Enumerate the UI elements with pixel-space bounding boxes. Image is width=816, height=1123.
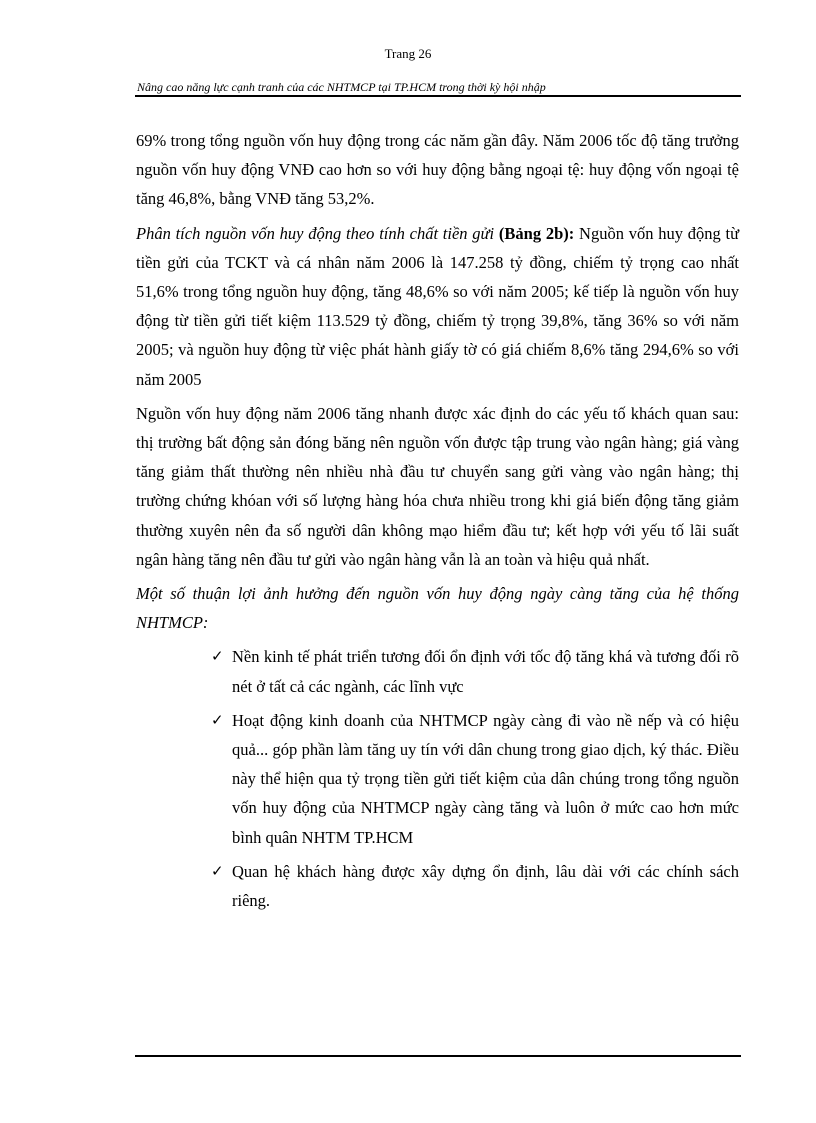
header-divider: [135, 95, 741, 97]
paragraph-deposit-analysis: [136, 219, 739, 394]
list-item: [211, 706, 739, 852]
list-item-text: Hoạt động kinh doanh của NHTMCP ngày càng đi vào nề nếp và có hiệu quả... góp phần làm tăng uy tín với dân chung trong giao dịch, ký thác. Điều này thể hiện qua tỷ trọng tiền gửi tiết kiệm của dân chúng trong tổng nguồn vốn huy động của NHTMCP ngày càng tăng và luôn ở mức cao hơn mức bình quân NHTM TP.HCM: [232, 710, 739, 847]
analysis-lead: Phân tích nguồn vốn huy động theo tính chất tiền gửi: [136, 223, 495, 243]
checkmark-icon: ✓: [211, 861, 224, 880]
list-item-text: Nền kinh tế phát triển tương đối ổn định với tốc độ tăng khá và tương đối rõ nét ở tất cả các ngành, các lĩnh vực: [232, 647, 739, 696]
advantages-heading: Một số thuận lợi ảnh hưởng đến nguồn vốn huy động ngày càng tăng của hệ thống NHTMCP:: [136, 584, 739, 633]
list-item: [211, 857, 739, 915]
paragraph-funding-growth: 69% trong tổng nguồn vốn huy động trong các năm gần đây. Năm 2006 tốc độ tăng trưởng nguồn vốn huy động VNĐ cao hơn so với huy động bằng ngoại tệ: huy động vốn ngoại tệ tăng 46,8%, bằng VNĐ tăng 53,2%.: [136, 131, 739, 209]
list-item: [211, 642, 739, 700]
document-body: [136, 126, 739, 920]
list-item-text: Quan hệ khách hàng được xây dựng ổn định, lâu dài với các chính sách riêng.: [232, 861, 739, 911]
footer-divider: [135, 1055, 741, 1057]
running-header: Nâng cao năng lực cạnh tranh của các NHTMCP tại TP.HCM trong thời kỳ hội nhập: [137, 80, 546, 94]
checkmark-icon: ✓: [211, 647, 224, 666]
advantages-list: [136, 642, 739, 915]
page-number: Trang 26: [384, 46, 432, 61]
analysis-text: Nguồn vốn huy động từ tiền gửi của TCKT và cá nhân năm 2006 là 147.258 tỷ đồng, chiếm tỷ trọng cao nhất 51,6% trong tổng nguồn huy động, tăng 48,6% so với năm 2005; kế tiếp là nguồn vốn huy động từ tiền gửi tiết kiệm 113.529 tỷ đồng, chiếm tỷ trọng 39,8%, tăng 36% so với năm 2005; và nguồn huy động từ việc phát hành giấy tờ có giá chiếm 8,6% tăng 294,6% so với năm 2005: [136, 223, 740, 389]
checkmark-icon: ✓: [211, 710, 224, 729]
paragraph-objective-factors: Nguồn vốn huy động năm 2006 tăng nhanh được xác định do các yếu tố khách quan sau: thị trường bất động sản đóng băng nên nguồn vốn được tập trung vào ngân hàng; giá vàng tăng giảm thất thường nên nhiều nhà đầu tư chuyển sang gửi vàng vào ngân hàng; thị trường chứng khóan với số lượng hàng hóa chưa nhiều trong khi giá biến động tăng giảm thường xuyên nên đa số người dân không mạo hiểm đầu tư; kết hợp với yếu tố lãi suất ngân hàng tăng nên đầu tư gửi vào ngân hàng vẫn là an toàn và hiệu quả nhất.: [136, 403, 739, 569]
table-reference: (Bảng 2b):: [498, 223, 575, 243]
